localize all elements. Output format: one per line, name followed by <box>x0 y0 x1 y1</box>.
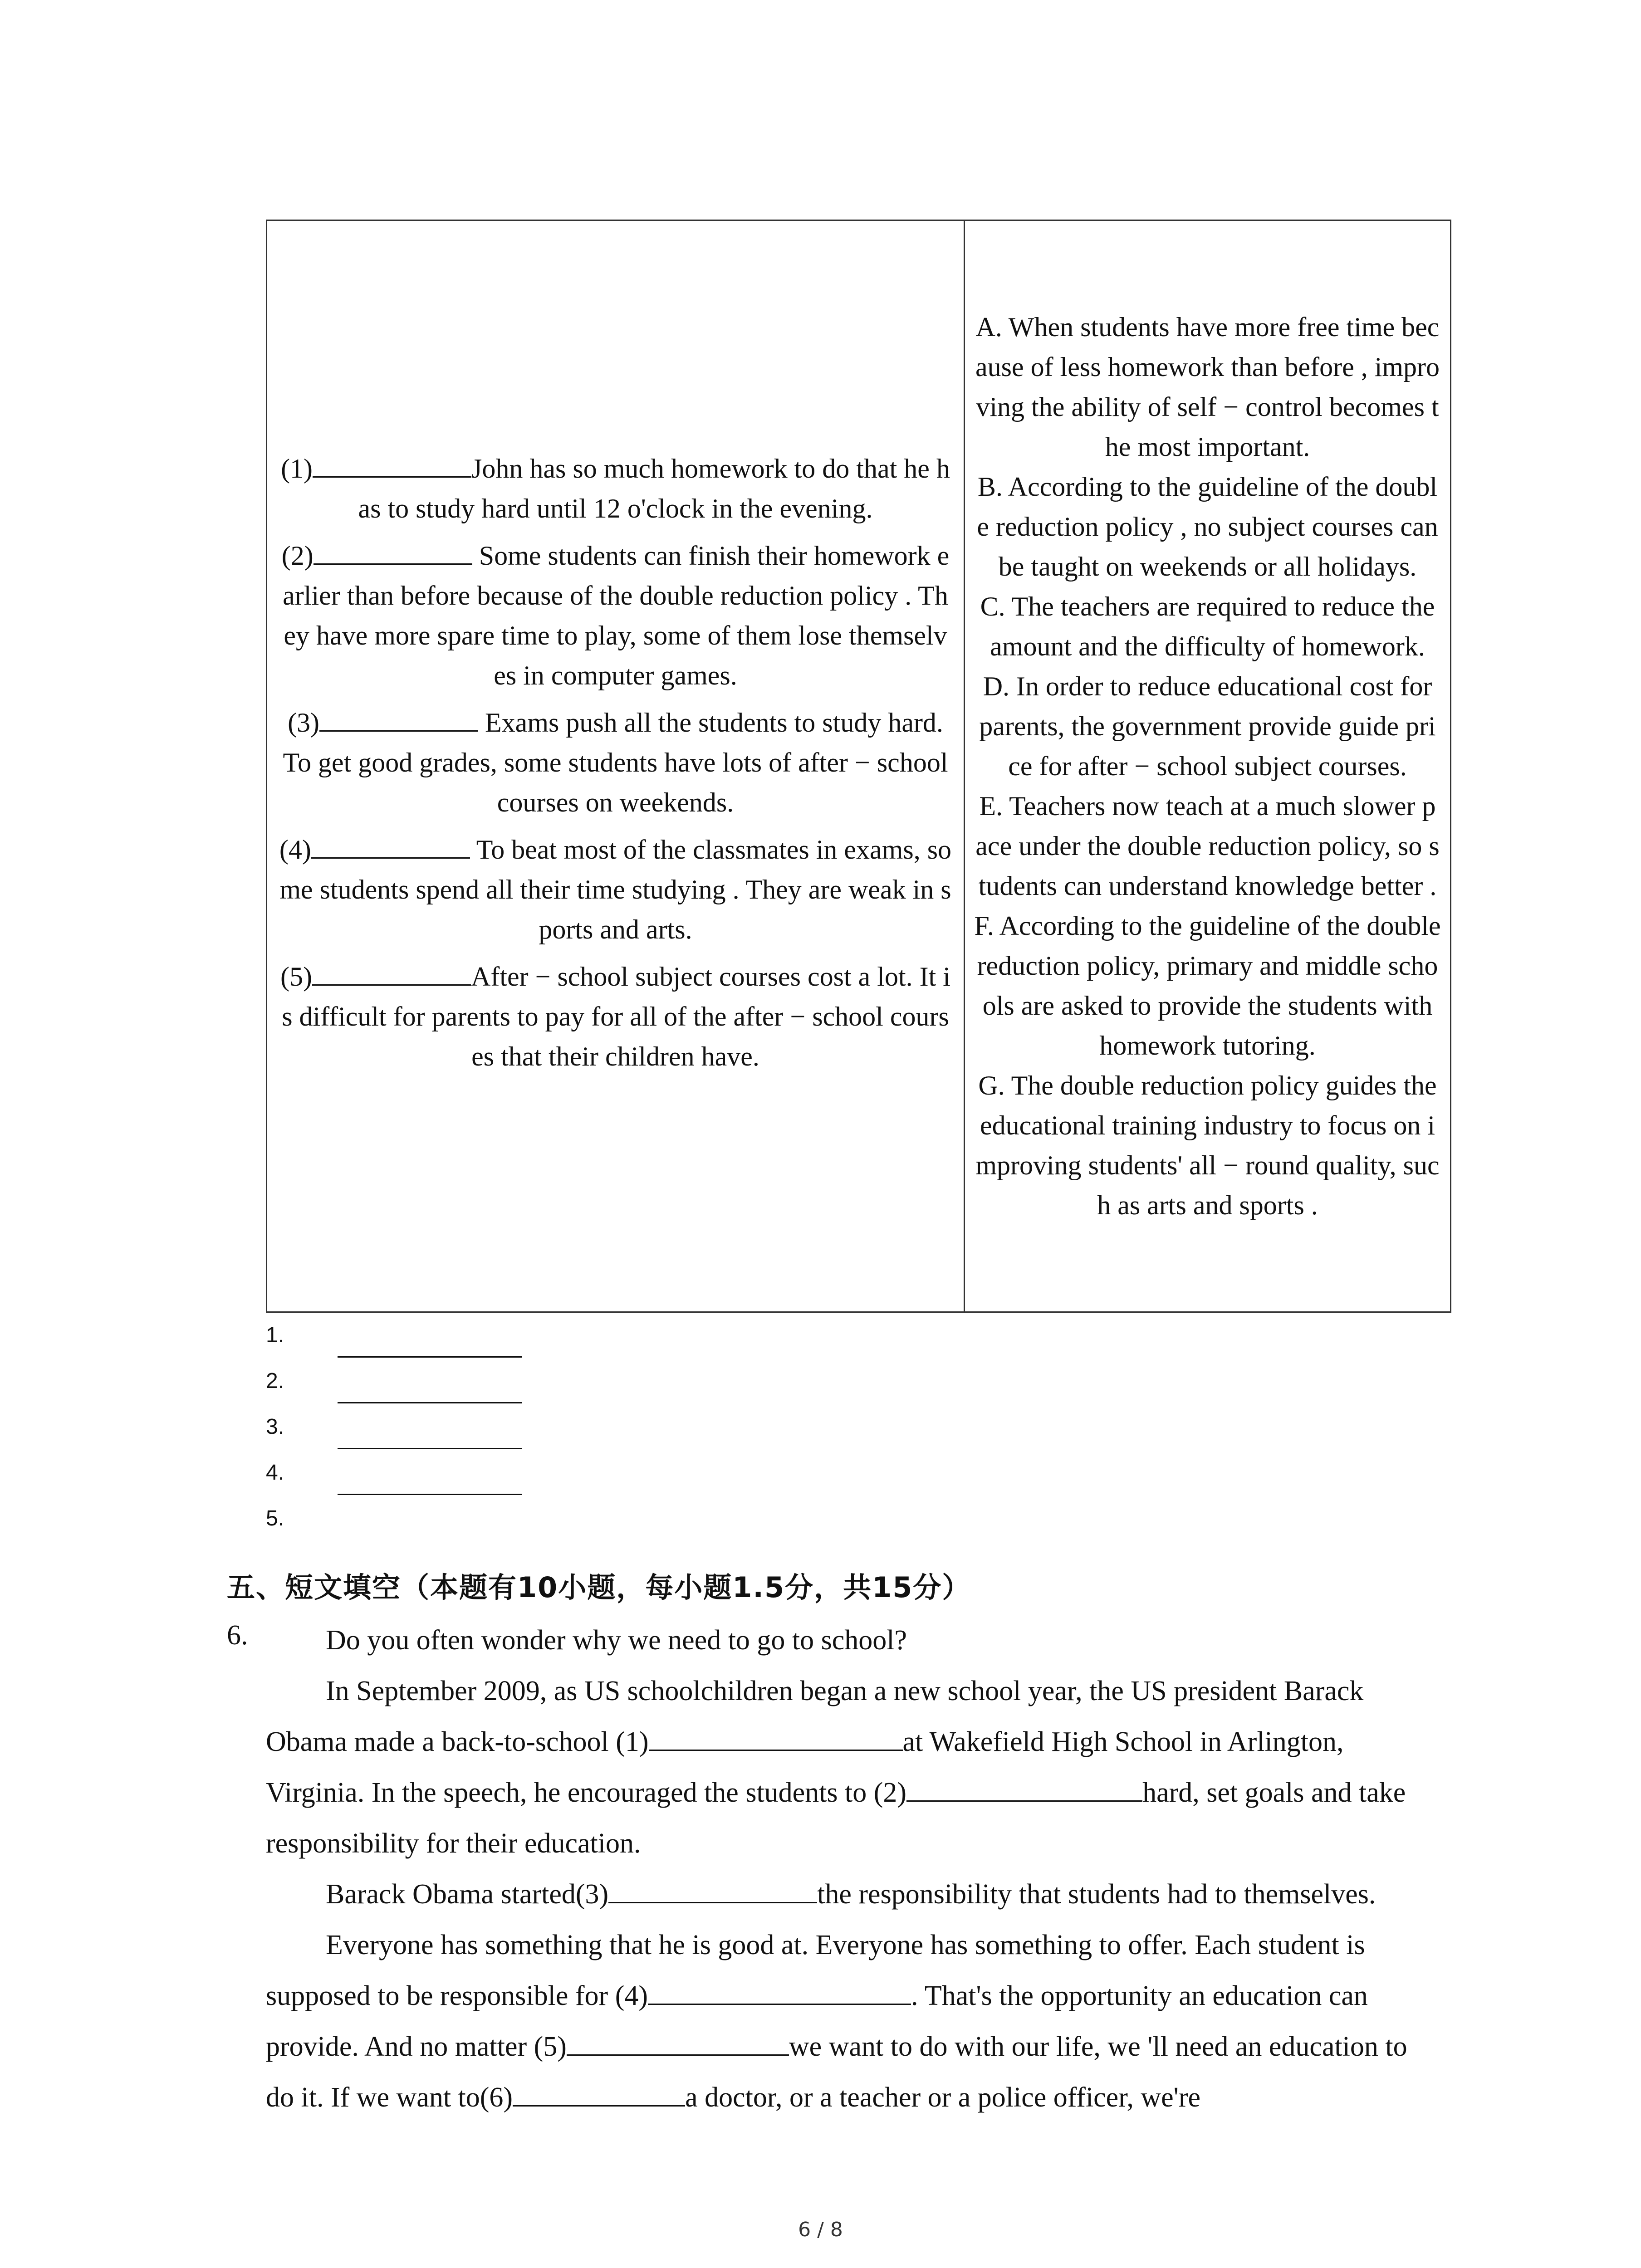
question-number: 6. <box>227 1620 248 1651</box>
passage-paragraph <box>266 1615 1427 1666</box>
passage-paragraph <box>266 1869 1427 1920</box>
passage-text: In September 2009, as US schoolchildren began a new school year, the US president Barack Obama made a back-to-school (1) <box>266 1676 1364 1757</box>
blank-4[interactable] <box>648 1972 911 2005</box>
answer-blank[interactable] <box>338 1494 522 1495</box>
option-c: C. The teachers are required to reduce the amount and the difficulty of homework. <box>980 591 1435 661</box>
passage-text: . That's the opportunity an education can provide. And no matter (5) <box>266 1980 1368 2062</box>
situation-item <box>279 536 952 695</box>
passage-text: at Wakefield High School in Arlington, Virginia. In the speech, he encouraged the students to (2) <box>266 1726 1344 1808</box>
situation-item <box>279 449 952 528</box>
situation-number: (5) <box>280 962 313 992</box>
situation-text: After − school subject courses cost a lot. It is difficult for parents to pay for all of the after − school courses that their children have. <box>282 962 950 1071</box>
option-b: B. According to the guideline of the double reduction policy , no subject courses can be taught on weekends or all holidays. <box>977 472 1438 582</box>
section-title: 五、短文填空（本题有10小题，每小题1.5分，共15分） <box>227 1571 971 1604</box>
blank-3[interactable] <box>608 1870 817 1903</box>
page-number: 6 / 8 <box>798 2218 843 2241</box>
passage-text: the responsibility that students had to themselves. <box>817 1879 1376 1910</box>
answer-number: 1. <box>266 1323 284 1347</box>
option-d: D. In order to reduce educational cost for parents, the government provide guide price for after − school subject courses. <box>979 671 1436 781</box>
passage-text: we want to do with our life, we 'll need an education to do it. If we want to(6) <box>266 2031 1407 2113</box>
answer-number: 2. <box>266 1369 284 1393</box>
situations-cell <box>267 220 965 1312</box>
situation-number: (4) <box>279 835 311 865</box>
blank-6[interactable] <box>513 2073 685 2107</box>
answer-number: 3. <box>266 1415 284 1439</box>
situation-item <box>279 830 952 949</box>
option-f: F. According to the guideline of the double reduction policy, primary and middle schools are asked to provide the students with homework tutoring. <box>974 911 1441 1061</box>
situation-text: To beat most of the classmates in exams, some students spend all their time studying . They are weak in sports and arts. <box>279 835 952 944</box>
situation-item <box>279 703 952 822</box>
situation-text: John has so much homework to do that he has to study hard until 12 o'clock in the evening. <box>358 454 950 523</box>
situation-number: (1) <box>281 454 313 484</box>
options-cell <box>965 220 1451 1312</box>
passage-paragraph <box>266 1920 1427 2123</box>
situation-blank[interactable] <box>313 451 471 478</box>
option-g: G. The double reduction policy guides the educational training industry to focus on improving students' all − round quality, such as arts and sports . <box>975 1070 1440 1220</box>
situation-text: Exams push all the students to study hard. To get good grades, some students have lots of after − school courses on weekends. <box>283 708 948 817</box>
situation-text: Some students can finish their homework earlier than before because of the double reduction policy . They have more spare time to play, some of them lose themselves in computer games. <box>283 541 950 690</box>
answer-number: 4. <box>266 1461 284 1485</box>
matching-table <box>266 220 1451 1313</box>
answer-blank[interactable] <box>338 1448 522 1449</box>
situation-blank[interactable] <box>311 832 470 859</box>
passage-text: Do you often wonder why we need to go to school? <box>326 1625 907 1656</box>
blank-5[interactable] <box>567 2023 789 2056</box>
answer-number: 5. <box>266 1506 284 1530</box>
situation-blank[interactable] <box>314 538 472 565</box>
situation-number: (3) <box>288 708 320 738</box>
blank-2[interactable] <box>906 1769 1142 1802</box>
passage-text: Everyone has something that he is good at. Everyone has something to offer. Each student is supposed to be responsible for (4) <box>266 1930 1365 2011</box>
situation-number: (2) <box>281 541 314 571</box>
situation-blank[interactable] <box>319 705 478 732</box>
passage-text: hard, set goals and take responsibility for their education. <box>266 1777 1406 1859</box>
answer-blank[interactable] <box>338 1356 522 1358</box>
passage <box>266 1615 1427 2123</box>
situation-item <box>279 957 952 1076</box>
answer-blank[interactable] <box>338 1402 522 1403</box>
passage-text: Barack Obama started(3) <box>326 1879 609 1910</box>
situation-blank[interactable] <box>312 959 471 986</box>
passage-text: a doctor, or a teacher or a police officer, we're <box>685 2082 1200 2113</box>
option-e: E. Teachers now teach at a much slower pace under the double reduction policy, so students can understand knowledge better . <box>975 791 1440 901</box>
option-a: A. When students have more free time because of less homework than before , improving the ability of self − control becomes the most important. <box>975 312 1440 462</box>
blank-1[interactable] <box>649 1718 903 1751</box>
passage-paragraph <box>266 1666 1427 1869</box>
